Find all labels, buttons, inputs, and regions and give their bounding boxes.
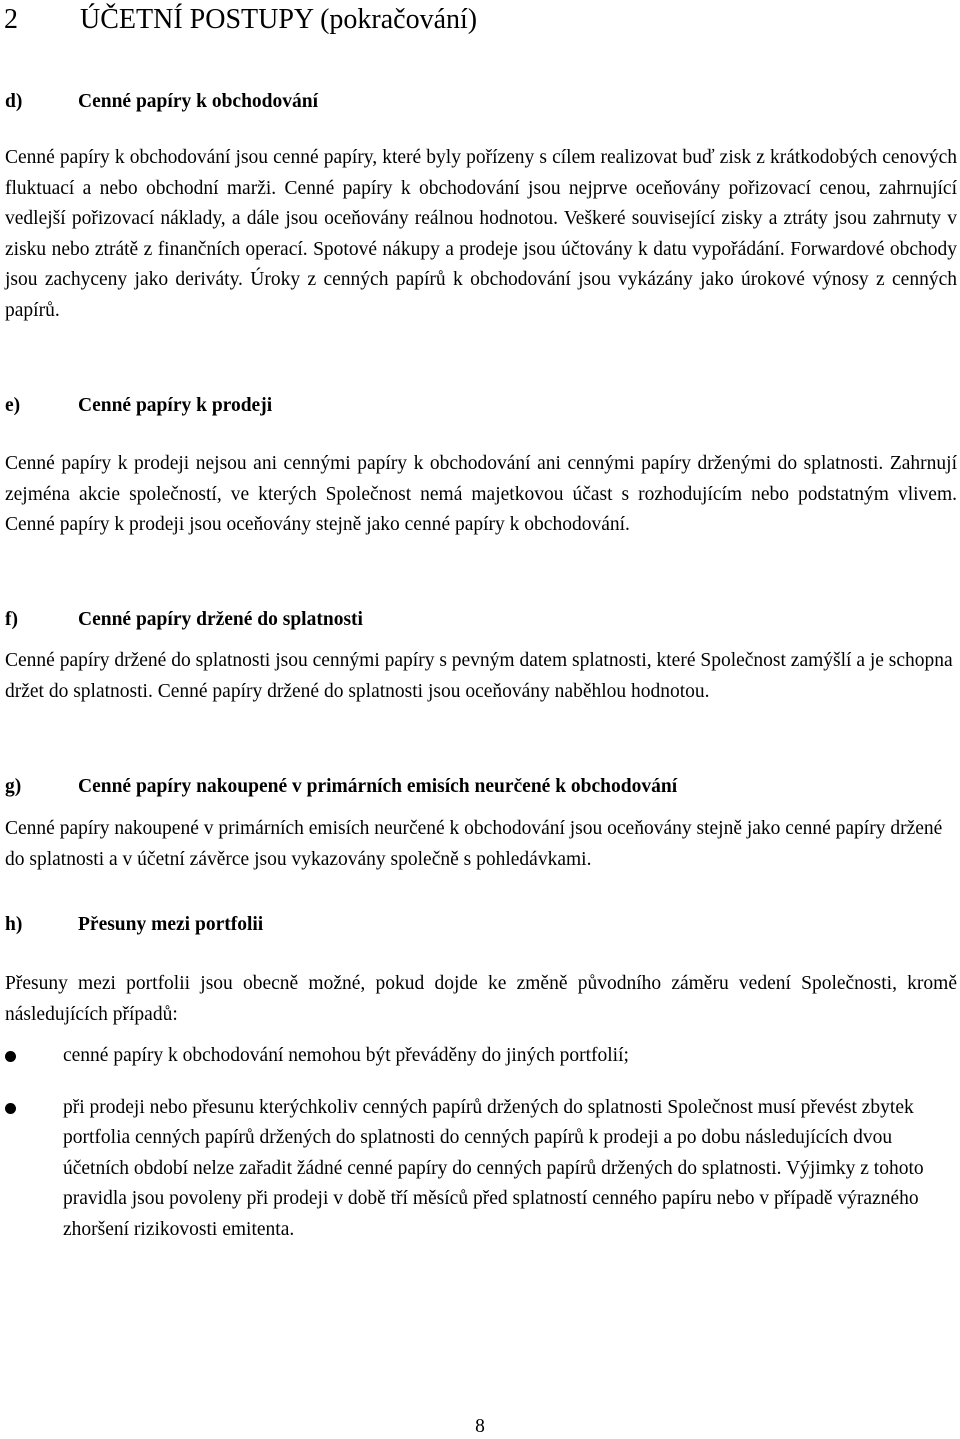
section-paragraph-f: Cenné papíry držené do splatnosti jsou cennými papíry s pevným datem splatnosti, které Společnost zamýšlí a je schopna držet do splatnosti. Cenné papíry držené do splatnosti jsou oceňovány naběhlou hodnotou. bbox=[5, 650, 953, 702]
chapter-heading bbox=[4, 2, 477, 38]
bullet-icon bbox=[5, 1103, 16, 1114]
section-letter: e) bbox=[5, 395, 21, 416]
bullet-icon bbox=[5, 1051, 16, 1062]
section-paragraph-e: Cenné papíry k prodeji nejsou ani cennými papíry k obchodování ani cennými papíry drženými do splatnosti. Zahrnují zejména akcie společností, ve kterých Společnost nemá majetkovou účast s rozhodujícím nebo podstatným vlivem. Cenné papíry k prodeji jsou oceňovány stejně jako cenné papíry k obchodování. bbox=[5, 453, 957, 536]
list-item-text: při prodeji nebo přesunu kterýchkoliv cenných papírů držených do splatnosti Společnost musí převést zbytek portfolia cenných papírů držených do splatnosti do cenných papírů k prodeji a po dobu následujících dvou účetních období nelze zařadit žádné cenné papíry do cenných papírů držených do splatnosti. Výjimky z tohoto pravidla jsou povoleny při prodeji v době tří měsíců před splatností cenného papíru nebo v případě výrazného zhoršení rizikovosti emitenta. bbox=[63, 1096, 924, 1240]
section-paragraph-d: Cenné papíry k obchodování jsou cenné papíry, které byly pořízeny s cílem realizovat buď zisk z krátkodobých cenových fluktuací a nebo obchodní marži. Cenné papíry k obchodování jsou nejprve oceňovány pořizovací cenou, zahrnující vedlejší pořizovací náklady, a dále jsou oceňovány reálnou hodnotou. Veškeré související zisky a ztráty jsou zahrnuty v zisku nebo ztrátě z finančních operací. Spotové nákupy a prodeje jsou účtovány k datu vypořádání. Forwardové obchody jsou zachyceny jako deriváty. Úroky z cenných papírů k obchodování jsou vykázány jako úrokové výnosy z cenných papírů. bbox=[5, 147, 957, 321]
section-paragraph-h: Přesuny mezi portfolii jsou obecně možné, pokud dojde ke změně původního záměru vedení Společnosti, kromě následujících případů: bbox=[5, 973, 957, 1025]
page-number: 8 bbox=[475, 1416, 485, 1437]
section-heading-g bbox=[5, 774, 677, 800]
section-letter: d) bbox=[5, 91, 23, 112]
section-heading-h bbox=[5, 912, 263, 938]
section-heading-e bbox=[5, 393, 272, 419]
list-item-text: cenné papíry k obchodování nemohou být převáděny do jiných portfolií; bbox=[63, 1045, 629, 1066]
section-title: Cenné papíry držené do splatnosti bbox=[78, 609, 363, 630]
list-item bbox=[5, 1093, 957, 1246]
section-heading-f bbox=[5, 607, 363, 633]
section-letter: h) bbox=[5, 914, 23, 935]
section-paragraph-g: Cenné papíry nakoupené v primárních emisích neurčené k obchodování jsou oceňovány stejně jako cenné papíry držené do splatnosti a v účetní závěrce jsou vykazovány společně s pohledávkami. bbox=[5, 818, 943, 870]
section-title: Cenné papíry nakoupené v primárních emisích neurčené k obchodování bbox=[78, 776, 678, 797]
exception-list bbox=[5, 1041, 957, 1246]
section-heading-d bbox=[5, 89, 318, 115]
section-letter: g) bbox=[5, 776, 22, 797]
chapter-title: ÚČETNÍ POSTUPY (pokračování) bbox=[80, 4, 478, 35]
section-letter: f) bbox=[5, 609, 18, 630]
chapter-number: 2 bbox=[4, 4, 18, 35]
section-title: Cenné papíry k obchodování bbox=[78, 91, 319, 112]
list-item bbox=[5, 1041, 957, 1072]
section-title: Cenné papíry k prodeji bbox=[78, 395, 273, 416]
section-title: Přesuny mezi portfolii bbox=[78, 914, 264, 935]
